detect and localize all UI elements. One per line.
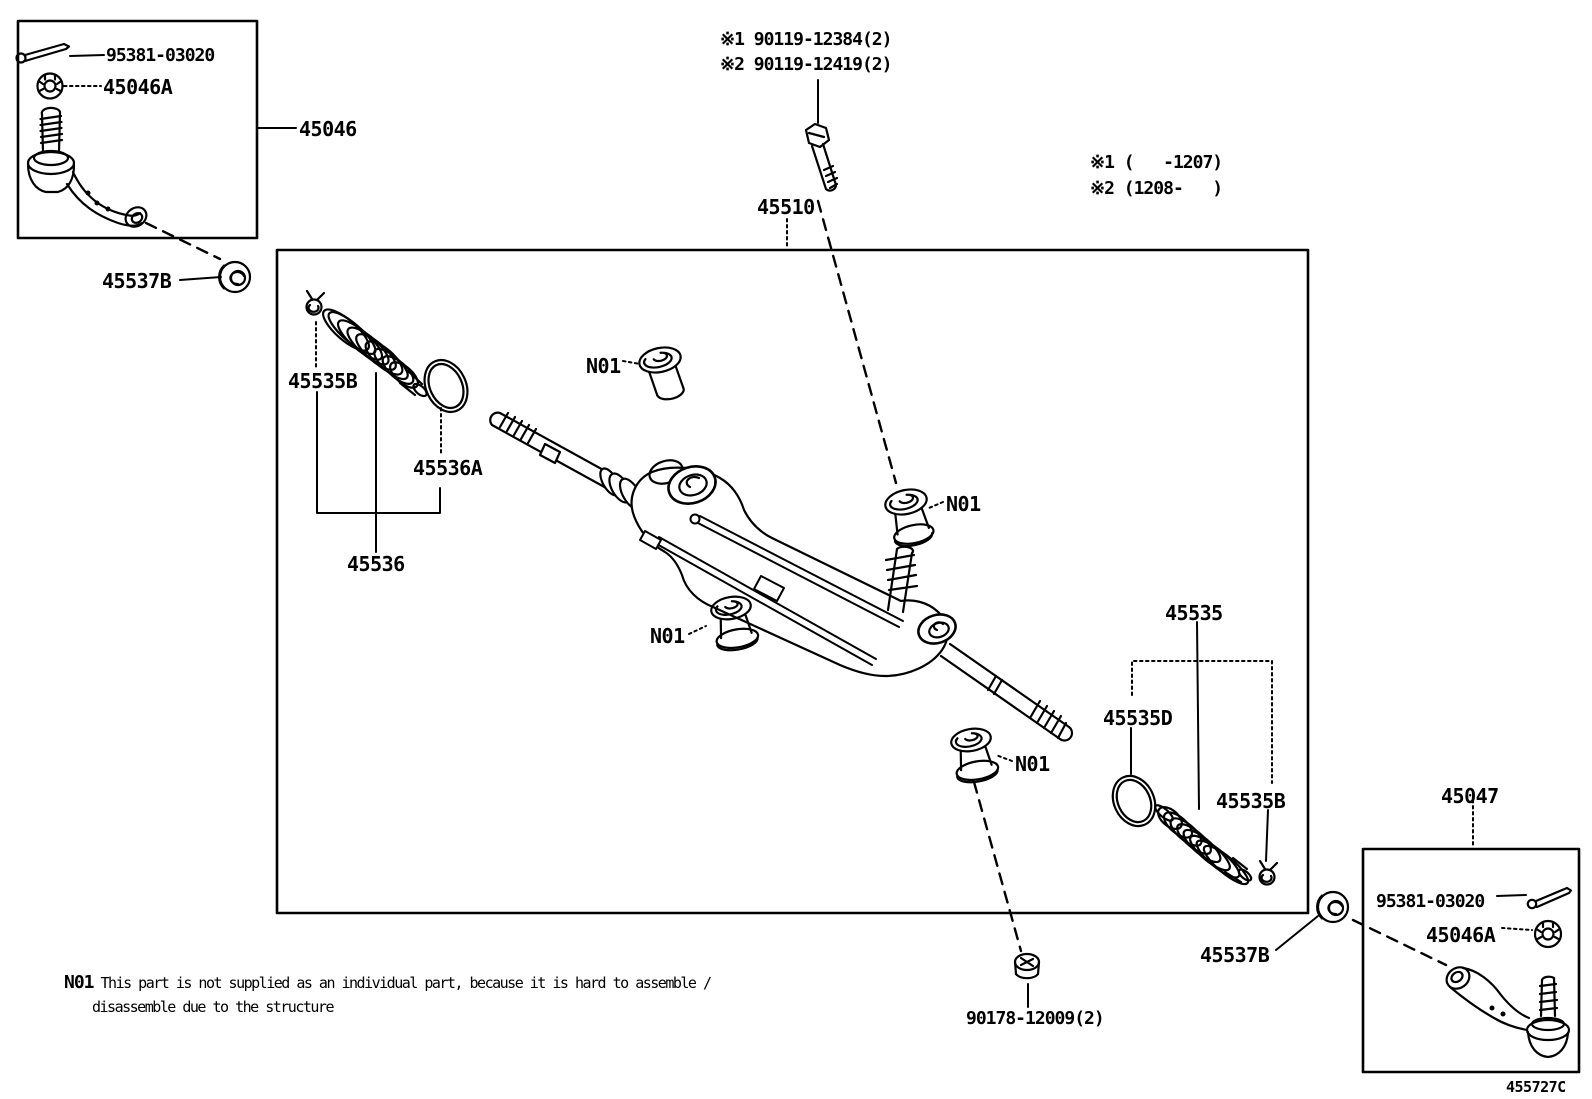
tie-rod-end-drawing-right (1442, 963, 1569, 1057)
boot-clamp-drawing-left (307, 291, 325, 315)
tie-rod-end-drawing-left (28, 108, 150, 231)
label-n01-bottom: N01 (1015, 752, 1050, 776)
boot-ring-drawing-right (1105, 769, 1163, 833)
drawing-number: 455727C (1506, 1078, 1566, 1096)
cotter-pin-icon-right (1528, 888, 1571, 908)
label-bolt-spec-2: ※2 90119-12419(2) (720, 54, 892, 75)
grommet-drawing-n01-right (883, 486, 936, 550)
footnote-text-line2: disassemble due to the structure (92, 998, 333, 1016)
label-cotter-pin-left: 95381-03020 (106, 45, 215, 66)
castle-nut-icon-left (38, 74, 63, 99)
label-45510: 45510 (757, 195, 815, 219)
castle-nut-icon-right (1535, 921, 1561, 947)
grommet-drawing-n01-top (637, 344, 689, 404)
rack-end-nut-drawing (1015, 954, 1039, 978)
label-lock-nut-left: 45537B (102, 269, 172, 293)
label-n01-top: N01 (586, 354, 621, 378)
label-45046: 45046 (299, 117, 357, 141)
label-boot-ring-right: 45535D (1103, 706, 1173, 730)
label-lock-nut-right: 45537B (1200, 943, 1270, 967)
label-castle-nut-right: 45046A (1426, 923, 1496, 947)
footnote (64, 974, 711, 992)
box-45047-outline (1363, 849, 1579, 1072)
label-boot-left: 45536 (347, 552, 405, 576)
label-boot-clamp-left: 45535B (288, 369, 358, 393)
label-boot-clamp-right: 45535B (1216, 789, 1286, 813)
lock-nut-drawing-left (219, 262, 250, 292)
label-cotter-pin-right: 95381-03020 (1376, 891, 1485, 912)
label-boot-right: 45535 (1165, 601, 1223, 625)
cotter-pin-icon-left (17, 44, 70, 63)
label-applicability-2: ※2 (1208- ) (1090, 178, 1223, 199)
label-n01-lower-left: N01 (650, 624, 685, 648)
label-45047: 45047 (1441, 784, 1499, 808)
label-bolt-spec-1: ※1 90119-12384(2) (720, 29, 892, 50)
grommet-drawing-n01-bottom (949, 725, 1000, 785)
label-rack-end-nut: 90178-12009(2) (966, 1008, 1104, 1029)
label-applicability-1: ※1 ( -1207) (1090, 152, 1223, 173)
boot-bellows-drawing-right (1153, 803, 1253, 889)
bolt-drawing (806, 124, 837, 191)
label-n01-right: N01 (946, 492, 981, 516)
footnote-ref: N01 (64, 972, 94, 993)
boot-clamp-drawing-right (1260, 861, 1278, 885)
boot-ring-drawing-left (416, 353, 475, 419)
label-boot-ring-left: 45536A (413, 456, 483, 480)
footnote-text-line1: This part is not supplied as an individual part, because it is hard to assemble / (100, 974, 711, 992)
lock-nut-drawing-right (1317, 892, 1348, 922)
label-castle-nut-left: 45046A (103, 75, 173, 99)
rack-shaft-right (941, 644, 1072, 740)
